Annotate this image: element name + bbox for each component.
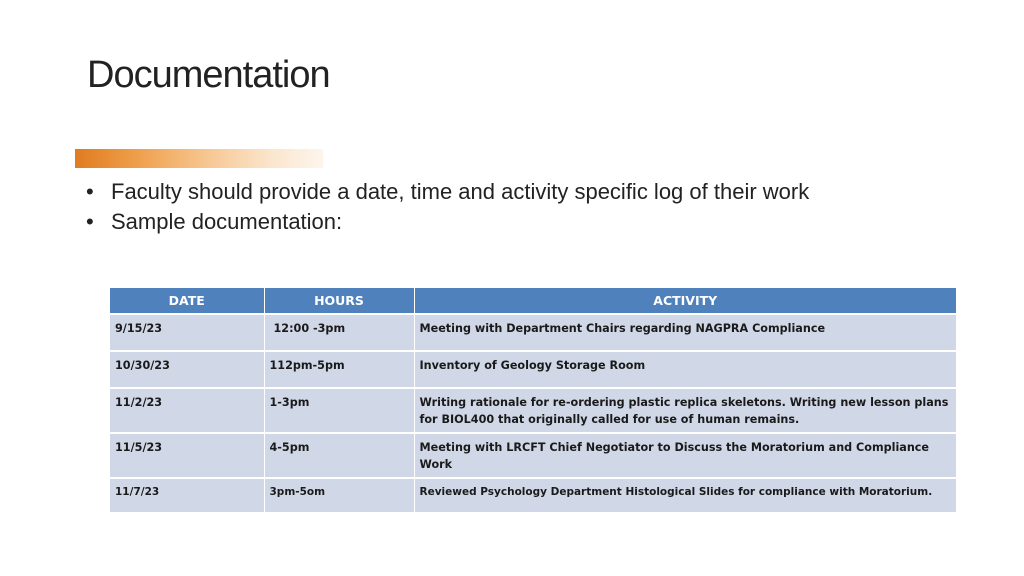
- cell-hours: 1-3pm: [264, 388, 414, 433]
- cell-date: 11/5/23: [110, 433, 264, 478]
- slide-title: Documentation: [87, 54, 330, 96]
- bullet-text: Sample documentation:: [111, 209, 343, 234]
- cell-date: 10/30/23: [110, 351, 264, 388]
- table-row: [110, 314, 956, 351]
- table-row: [110, 433, 956, 478]
- cell-activity: Meeting with Department Chairs regarding NAGPRA Compliance: [414, 314, 956, 351]
- cell-hours: 3pm-5om: [264, 478, 414, 512]
- cell-activity: Meeting with LRCFT Chief Negotiator to Discuss the Moratorium and Compliance Work: [414, 433, 956, 478]
- table-row: [110, 388, 956, 433]
- cell-hours: 4-5pm: [264, 433, 414, 478]
- cell-activity: Reviewed Psychology Department Histological Slides for compliance with Moratorium.: [414, 478, 956, 512]
- cell-date: 11/7/23: [110, 478, 264, 512]
- cell-hours: 112pm-5pm: [264, 351, 414, 388]
- column-header-date: DATE: [110, 288, 264, 314]
- cell-activity: Writing rationale for re-ordering plastic replica skeletons. Writing new lesson plans for BIOL400 that originally called for use of human remains.: [414, 388, 956, 433]
- title-accent-bar: [75, 149, 323, 168]
- column-header-hours: HOURS: [264, 288, 414, 314]
- cell-activity: Inventory of Geology Storage Room: [414, 351, 956, 388]
- cell-date: 9/15/23: [110, 314, 264, 351]
- bullet-text: Faculty should provide a date, time and activity specific log of their work: [111, 179, 810, 204]
- table-row: [110, 351, 956, 388]
- bullet-dot-icon: •: [86, 179, 94, 204]
- cell-hours: 12:00 -3pm: [264, 314, 414, 351]
- bullet-item: [86, 177, 886, 207]
- table-row: [110, 478, 956, 512]
- documentation-log-table: [110, 288, 956, 512]
- bullet-item: [86, 207, 886, 237]
- bullet-dot-icon: •: [86, 209, 94, 234]
- bullet-list: [86, 177, 886, 237]
- column-header-activity: ACTIVITY: [414, 288, 956, 314]
- cell-date: 11/2/23: [110, 388, 264, 433]
- table-header-row: [110, 288, 956, 314]
